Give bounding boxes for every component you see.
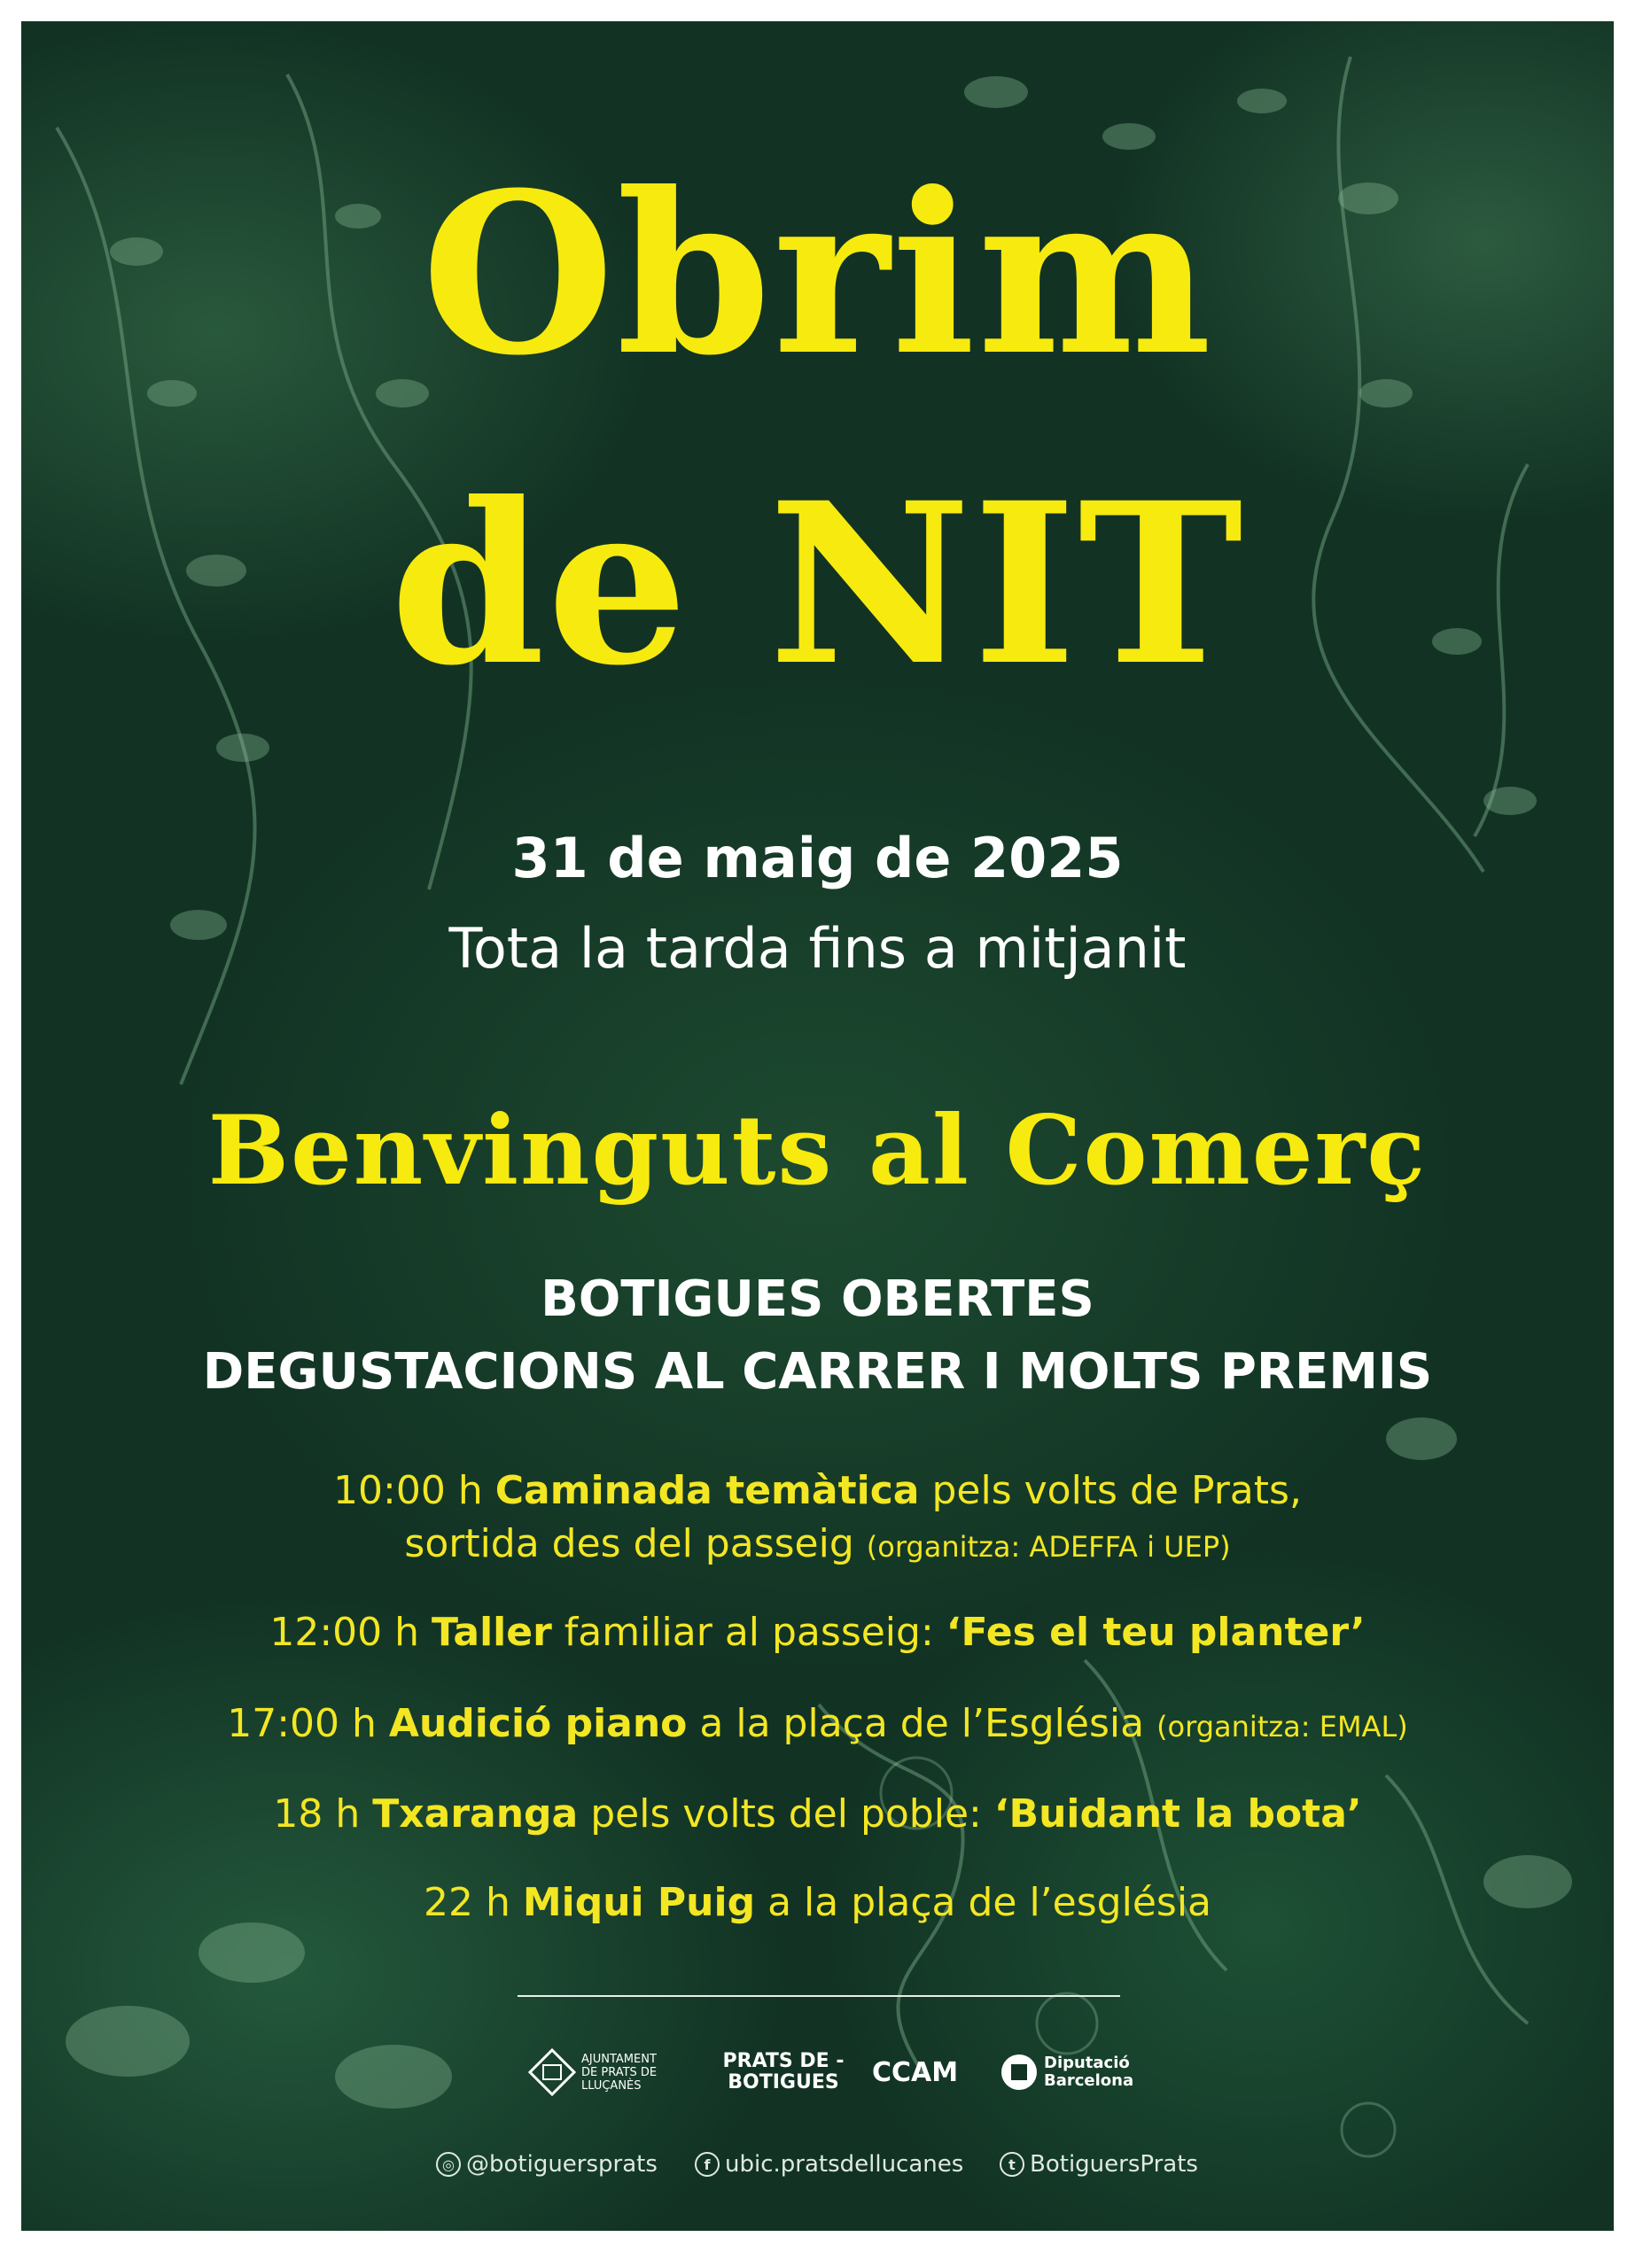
event-name: Miqui Puig: [522, 1880, 756, 1925]
social-links: [21, 2151, 1614, 2186]
poster: [21, 21, 1614, 2231]
instagram-icon: ◎: [436, 2152, 461, 2177]
prats-botigues-label: PRATS DE - BOTIGUES: [722, 2050, 845, 2093]
event-quote: ‘Fes el teu planter’: [946, 1610, 1366, 1655]
event-time-range: Tota la tarda fins a mitjanit: [448, 916, 1187, 981]
event-item-5: [21, 1877, 1614, 1929]
twitter-link[interactable]: [1000, 2151, 1198, 2178]
event-item-4: [21, 1789, 1614, 1840]
event-organizer: (organitza: ADEFFA i UEP): [866, 1530, 1231, 1564]
event-organizer: (organitza: EMAL): [1156, 1710, 1408, 1744]
event-item-3: [21, 1698, 1614, 1752]
event-desc: a la plaça de l’església: [767, 1880, 1212, 1925]
ajuntament-label: AJUNTAMENT DE PRATS DE LLUÇANÈS: [581, 2052, 658, 2093]
crest-icon: [528, 2048, 576, 2096]
event-name: Audició piano: [388, 1701, 688, 1746]
diputacio-logo: [1000, 2041, 1141, 2103]
event-desc: familiar al passeig:: [564, 1610, 934, 1655]
event-desc: sortida des del passeig: [404, 1521, 854, 1566]
event-time: 10:00 h: [333, 1468, 483, 1513]
event-quote: ‘Buidant la bota’: [993, 1791, 1362, 1837]
event-item-2: [21, 1607, 1614, 1658]
title-line-2: de NIT: [390, 454, 1245, 714]
event-desc: pels volts de Prats,: [931, 1468, 1302, 1513]
highlight-line-1: BOTIGUES OBERTES: [541, 1270, 1094, 1328]
instagram-handle: @botiguersprats: [466, 2151, 658, 2178]
divider: [518, 1995, 1120, 1997]
event-desc: pels volts del poble:: [590, 1791, 982, 1837]
ccam-label: CCAM: [872, 2056, 959, 2088]
event-item-1-line-2: [21, 1518, 1614, 1573]
sponsor-logos: [21, 2041, 1614, 2112]
facebook-handle: ubic.pratsdellucanes: [725, 2151, 964, 2178]
event-name: Caminada temàtica: [494, 1468, 920, 1513]
facebook-icon: f: [695, 2152, 720, 2177]
title-line-1: Obrim: [421, 144, 1214, 404]
twitter-handle: BotiguersPrats: [1030, 2151, 1198, 2178]
event-date: 31 de maig de 2025: [511, 826, 1124, 890]
event-time: 22 h: [423, 1880, 510, 1925]
event-time: 17:00 h: [227, 1701, 377, 1746]
diputacio-label: Diputació Barcelona: [1044, 2054, 1134, 2090]
event-time: 18 h: [273, 1791, 361, 1837]
event-time: 12:00 h: [269, 1610, 420, 1655]
ajuntament-logo: [528, 2041, 666, 2103]
prats-botigues-logo: [721, 2041, 845, 2103]
event-item-1: [21, 1465, 1614, 1517]
facebook-link[interactable]: [695, 2151, 963, 2178]
event-name: Taller: [432, 1610, 552, 1655]
instagram-link[interactable]: [436, 2151, 658, 2178]
ccam-logo: [872, 2041, 958, 2103]
highlight-line-2: DEGUSTACIONS AL CARRER I MOLTS PREMIS: [202, 1343, 1433, 1401]
subtitle: Benvinguts al Comerç: [207, 1095, 1428, 1207]
diputacio-emblem-icon: [1000, 2053, 1039, 2092]
event-name: Txaranga: [372, 1791, 579, 1837]
twitter-icon: t: [1000, 2152, 1024, 2177]
event-desc: a la plaça de l’Església: [699, 1701, 1145, 1746]
